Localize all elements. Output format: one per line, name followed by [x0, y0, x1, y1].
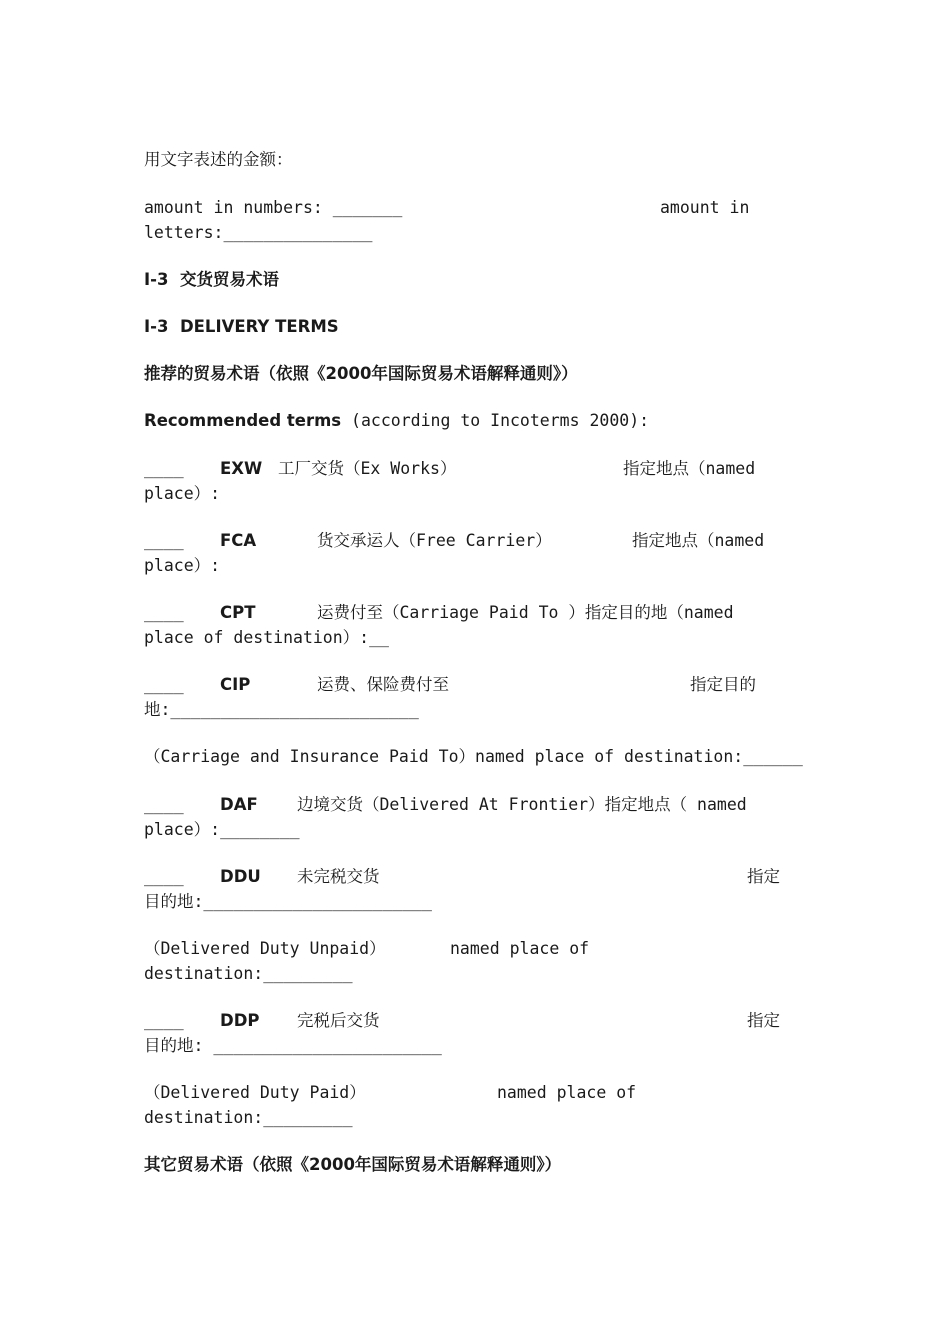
exw-code: EXW [220, 459, 263, 478]
cip-english-line: （Carriage and Insurance Paid To）named place of destination:______ [144, 747, 803, 766]
exw-blank: ____ [144, 459, 184, 478]
ddu-description: 未完税交货 [297, 867, 380, 886]
fca-description: 货交承运人（Free Carrier） [317, 531, 552, 550]
daf-description: 边境交货（Delivered At Frontier）指定地点（ named [297, 795, 747, 814]
daf-named-place-line: place）:________ [144, 820, 300, 839]
ddu-named-place-label: named place of [450, 939, 590, 958]
ddp-code: DDP [220, 1011, 260, 1030]
exw-named-place-line: place）: [144, 484, 221, 503]
ddu-blank: ____ [144, 867, 184, 886]
section-heading-cn: I-3 交货贸易术语 [144, 270, 279, 289]
ddp-named-place-label: named place of [497, 1083, 637, 1102]
ddu-english-name: （Delivered Duty Unpaid） [144, 939, 386, 958]
recommended-terms-heading-cn: 推荐的贸易术语（依照《2000年国际贸易术语解释通则》） [144, 364, 578, 383]
section-heading-en: I-3 DELIVERY TERMS [144, 317, 339, 336]
fca-blank: ____ [144, 531, 184, 550]
daf-blank: ____ [144, 795, 184, 814]
amount-in-words-label: 用文字表述的金额： [144, 150, 293, 169]
fca-code: FCA [220, 531, 257, 550]
cpt-blank: ____ [144, 603, 184, 622]
amount-in-numbers: amount in numbers: _______ [144, 198, 403, 217]
ddp-destination-english-line: destination:_________ [144, 1108, 353, 1127]
cip-destination-line: 地:_________________________ [144, 700, 419, 719]
other-terms-heading-cn: 其它贸易术语（依照《2000年国际贸易术语解释通则》） [144, 1155, 562, 1174]
ddu-destination-english-line: destination:_________ [144, 964, 353, 983]
daf-code: DAF [220, 795, 258, 814]
ddp-destination-line: 目的地: _______________________ [144, 1036, 442, 1055]
ddu-destination-line: 目的地:_______________________ [144, 892, 432, 911]
ddu-destination-label: 指定 [747, 867, 780, 886]
cip-code: CIP [220, 675, 251, 694]
ddu-code: DDU [220, 867, 261, 886]
cip-description: 运费、保险费付至 [317, 675, 449, 694]
ddp-english-name: （Delivered Duty Paid） [144, 1083, 366, 1102]
amount-in-label: amount in [660, 198, 750, 217]
recommended-terms-label: Recommended terms [144, 411, 342, 430]
ddp-description: 完税后交货 [297, 1011, 380, 1030]
cip-blank: ____ [144, 675, 184, 694]
ddp-blank: ____ [144, 1011, 184, 1030]
recommended-terms-note: (according to Incoterms 2000): [341, 411, 650, 430]
exw-description: 工厂交货（Ex Works） [278, 459, 457, 478]
cip-destination-label: 指定目的 [690, 675, 756, 694]
cpt-code: CPT [220, 603, 256, 622]
fca-named-place-label: 指定地点（named [632, 531, 765, 550]
cpt-named-place-line: place of destination）:__ [144, 628, 389, 647]
ddp-destination-label: 指定 [747, 1011, 780, 1030]
fca-named-place-line: place）: [144, 556, 221, 575]
amount-in-letters: letters:_______________ [144, 223, 373, 242]
cpt-description: 运费付至（Carriage Paid To ）指定目的地（named [317, 603, 734, 622]
recommended-terms-heading-en [144, 411, 649, 431]
exw-named-place-label: 指定地点（named [623, 459, 756, 478]
